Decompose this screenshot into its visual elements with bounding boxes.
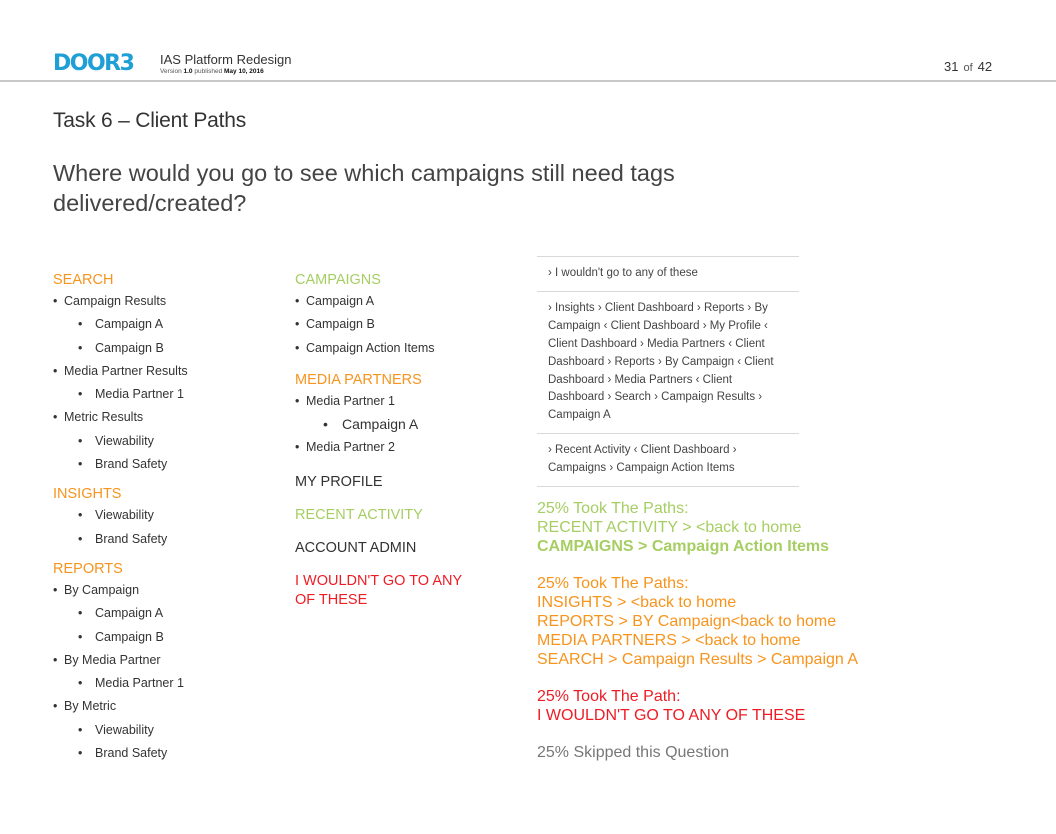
left-nav-tree [53,270,188,765]
list-item: • Metric Results [53,410,144,425]
list-item: • Brand Safety [78,457,168,472]
list-item: • Media Partner Results [53,363,188,378]
header-divider [0,80,1056,82]
of-label: of [963,62,973,74]
list-item: • Campaign B [78,340,164,355]
account-admin-heading: ACCOUNT ADMIN [295,539,417,556]
list-item: • Campaign B [78,629,164,644]
media-partners-heading: MEDIA PARTNERS [295,371,422,388]
list-item: • Brand Safety [78,746,168,761]
recent-activity-heading: RECENT ACTIVITY [295,506,423,523]
my-profile-heading: MY PROFILE [295,473,383,490]
result-line: REPORTS > BY Campaign<back to home [537,613,837,630]
result-line: I WOULDN'T GO TO ANY OF THESE [537,707,806,724]
result-line: CAMPAIGNS > Campaign Action Items [537,538,830,555]
question-text: Where would you go to see which campaigns still need tags delivered/created? [53,160,675,216]
result-heading: 25% Took The Path: [537,688,681,705]
list-item: • Campaign A [78,317,164,332]
page-number [944,59,992,74]
list-item: • Campaign Action Items [295,340,435,355]
list-item: • Campaign A [323,416,419,433]
list-item: • Viewability [78,433,154,448]
paths-panel [537,256,799,487]
total-pages: 42 [977,59,993,74]
door3-logo: DOOR3 [53,51,134,76]
insights-heading: INSIGHTS [53,486,122,503]
result-heading: 25% Took The Paths: [537,500,689,517]
list-item: • Viewability [78,722,154,737]
result-group [537,687,1017,725]
list-item: • By Metric [53,699,117,714]
result-line: MEDIA PARTNERS > <back to home [537,632,801,649]
list-item: • Campaign A [78,606,164,621]
list-item: • Brand Safety [78,531,168,546]
result-group [537,499,1017,556]
path-block: › Insights › Client Dashboard › Reports › By Campaign ‹ Client Dashboard › My Profile ‹ Client Dashboard › Media Partners ‹ Client Dashboard › Reports › By Campaign ‹ Client Dashboard › Media Partners ‹ Client Dashboard › Search › Campaign Results › Campaign A [537,291,799,433]
list-item: • Campaign A [295,294,375,308]
path-block: › Recent Activity ‹ Client Dashboard › Campaigns › Campaign Action Items [537,433,799,487]
list-item: • Media Partner 2 [295,440,395,455]
current-page: 31 [944,59,959,74]
path-block: › I wouldn't go to any of these [537,256,799,291]
none-heading-line1: I WOULDN'T GO TO ANY [295,572,463,589]
list-item: • By Campaign [53,582,140,597]
document-title: IAS Platform Redesign [160,52,292,67]
campaigns-heading: CAMPAIGNS [295,272,381,288]
search-heading: SEARCH [53,272,114,288]
result-line: RECENT ACTIVITY > <back to home [537,519,802,536]
skipped-line: 25% Skipped this Question [537,744,730,761]
list-item: • Campaign B [295,317,375,332]
list-item: • By Media Partner [53,652,161,667]
list-item: • Campaign Results [53,294,167,308]
list-item: • Media Partner 1 [295,393,395,408]
task-title: Task 6 – Client Paths [53,109,247,132]
none-heading-line2: OF THESE [295,591,368,608]
list-item: • Viewability [78,508,154,523]
result-heading: 25% Took The Paths: [537,575,689,592]
results-summary [537,499,1017,762]
result-line: SEARCH > Campaign Results > Campaign A [537,651,859,668]
middle-nav-tree [295,270,462,610]
list-item: • Media Partner 1 [78,676,184,691]
reports-heading: REPORTS [53,560,123,577]
document-version: Version 1.0 published May 10, 2016 [160,68,264,75]
result-line: INSIGHTS > <back to home [537,594,737,611]
list-item: • Media Partner 1 [78,387,184,402]
result-group [537,574,1017,669]
